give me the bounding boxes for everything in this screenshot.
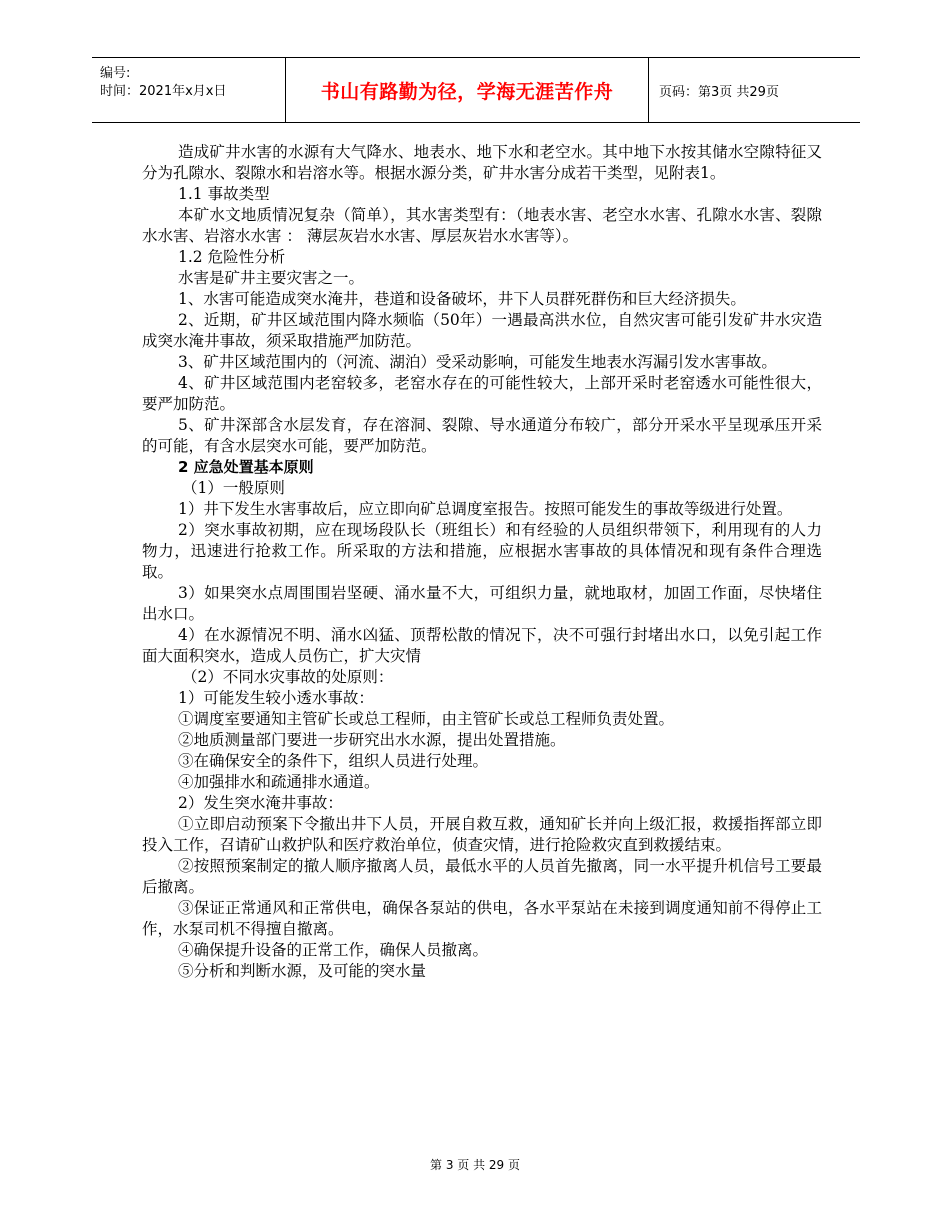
paragraph: 本矿水文地质情况复杂（简单），其水害类型有：（地表水害、老空水水害、孔隙水水害、裂隙水水害、岩溶水水害 ： 薄层灰岩水水害、厚层灰岩水水害等）。 [142,206,822,245]
paragraph: 1、水害可能造成突水淹井，巷道和设备破坏，井下人员群死群伤和巨大经济损失。 [178,290,746,308]
number-label: 编号: [100,66,131,81]
header-motto: 书山有路勤为径，学海无涯苦作舟 [320,80,614,103]
page-header [92,57,860,123]
page-footer: 第 3 页 共 29 页 [430,1158,520,1172]
paragraph: 3）如果突水点周围围岩坚硬、涌水量不大，可组织力量，就地取材，加固工作面，尽快堵住出水口。 [142,584,822,623]
time-label: 时间：2021年x月x日 [100,84,227,99]
paragraph: （2）不同水灾事故的处原则： [182,668,394,686]
paragraph: ③保证正常通风和正常供电，确保各泵站的供电，各水平泵站在未接到调度通知前不得停止工作，水泵司机不得擅自撤离。 [142,899,822,938]
paragraph: 4）在水源情况不明、涌水凶猛、顶帮松散的情况下，决不可强行封堵出水口，以免引起工作面大面积突水，造成人员伤亡，扩大灾情 [142,626,822,665]
header-meta [92,58,286,122]
paragraph: ①立即启动预案下令撤出井下人员，开展自救互救，通知矿长并向上级汇报，救援指挥部立即投入工作，召请矿山救护队和医疗救治单位，侦查灾情，进行抢险救灾直到救援结束。 [142,815,822,854]
header-page-cell [649,58,860,122]
paragraph: 1.1 事故类型 [178,185,270,203]
paragraph: 1）可能发生较小透水事故： [178,689,374,707]
paragraph: ④确保提升设备的正常工作，确保人员撤离。 [178,941,489,959]
header-motto-cell [286,58,649,122]
header-page-info: 页码：第3页 共29页 [659,84,779,100]
paragraph: 水害是矿井主要灾害之一。 [178,269,365,287]
paragraph: （1）一般原则 [182,479,285,497]
paragraph: ③在确保安全的条件下，组织人员进行处理。 [178,752,489,770]
paragraph: ④加强排水和疏通排水通道。 [178,773,380,791]
paragraph: 1）井下发生水害事故后，应立即向矿总调度室报告。按照可能发生的事故等级进行处置。 [178,500,793,518]
paragraph: ②地质测量部门要进一步研究出水水源，提出处置措施。 [178,731,566,749]
paragraph: 2）发生突水淹井事故： [178,794,343,812]
document-body [142,142,822,982]
paragraph: 4、矿井区域范围内老窑较多，老窑水存在的可能性较大，上部开采时老窑透水可能性很大，要严加防范。 [142,374,822,413]
paragraph: ⑤分析和判断水源，及可能的突水量 [178,962,427,980]
paragraph: 2）突水事故初期，应在现场段队长（班组长）和有经验的人员组织带领下，利用现有的人力物力，迅速进行抢救工作。所采取的方法和措施，应根据水害事故的具体情况和现有条件合理选取。 [142,521,822,581]
paragraph: ②按照预案制定的撤人顺序撤离人员，最低水平的人员首先撤离，同一水平提升机信号工要最后撤离。 [142,857,822,896]
paragraph: 1.2 危险性分析 [178,248,286,266]
paragraph: 5、矿井深部含水层发育，存在溶洞、裂隙、导水通道分布较广，部分开采水平呈现承压开采的可能，有含水层突水可能，要严加防范。 [142,416,822,455]
paragraph: 2、近期，矿井区域范围内降水频临（50年）一遇最高洪水位，自然灾害可能引发矿井水灾造成突水淹井事故，须采取措施严加防范。 [142,311,822,350]
section-heading: 2 应急处置基本原则 [178,458,314,476]
paragraph: 造成矿井水害的水源有大气降水、地表水、地下水和老空水。其中地下水按其储水空隙特征又分为孔隙水、裂隙水和岩溶水等。根据水源分类，矿井水害分成若干类型，见附表1。 [142,143,822,182]
paragraph: 3、矿井区域范围内的（河流、湖泊）受采动影响，可能发生地表水泻漏引发水害事故。 [178,353,777,371]
paragraph: ①调度室要通知主管矿长或总工程师，由主管矿长或总工程师负责处置。 [178,710,675,728]
